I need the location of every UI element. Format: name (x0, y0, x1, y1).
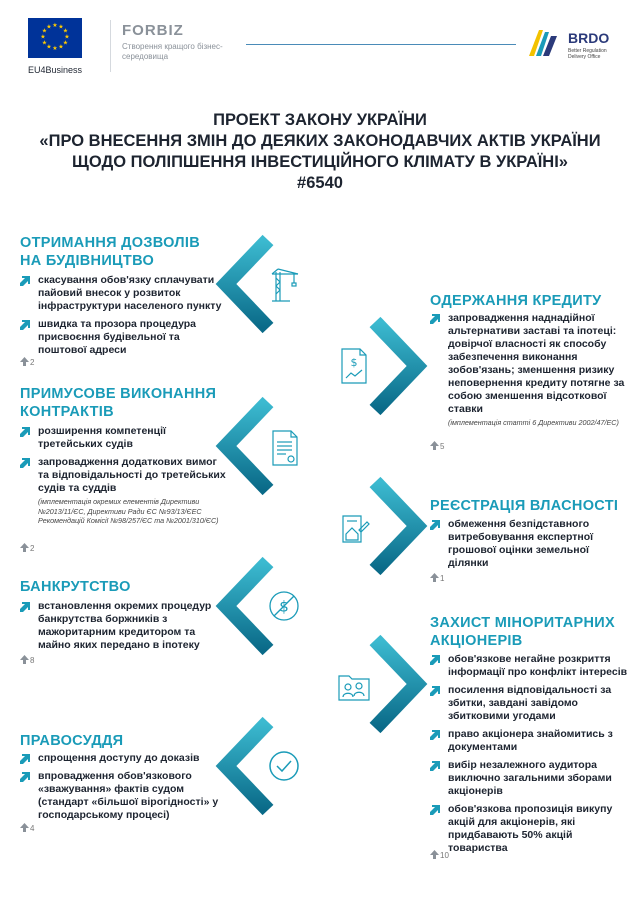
svg-text:★: ★ (40, 33, 46, 41)
svg-text:★: ★ (41, 27, 48, 35)
contracts-count: 2 (20, 543, 34, 553)
arrow-up-right-icon (19, 427, 30, 438)
minority-count: 10 (430, 850, 449, 860)
credit-count: 5 (430, 441, 444, 451)
section-title-contracts: ПРИМУСОВЕ ВИКОНАННЯ КОНТРАКТІВ (20, 386, 217, 420)
forbiz-tagline: Створення кращого бізнес-середовища (122, 42, 223, 61)
count-arrow-icon (20, 543, 29, 552)
checkmark-icon (268, 750, 300, 782)
section-title-permits: ОТРИМАННЯ ДОЗВОЛІВ НА БУДІВНИЦТВО (20, 235, 200, 269)
arrow-up-right-icon (429, 314, 440, 325)
minority-list (428, 653, 628, 860)
svg-text:★: ★ (58, 43, 64, 51)
title-line-2: «ПРО ВНЕСЕННЯ ЗМІН ДО ДЕЯКИХ ЗАКОНОДАВЧИХ АКТІВ УКРАЇНИ (39, 132, 601, 150)
chevron-left-2 (226, 402, 268, 490)
property-count: 1 (430, 573, 444, 583)
arrow-up-right-icon (429, 520, 440, 531)
brdo-tagline: Better Regulation Delivery Office (568, 48, 607, 60)
permits-count: 2 (20, 357, 34, 367)
title-line-3: ЩОДО ПОЛІПШЕННЯ ІНВЕСТИЦІЙНОГО КЛІМАТУ В УКРАЇНІ» (72, 153, 568, 171)
section-title-property: РЕЄСТРАЦІЯ ВЛАСНОСТІ (430, 498, 619, 514)
arrow-up-right-icon (429, 761, 440, 772)
svg-text:★: ★ (62, 39, 69, 47)
svg-text:$: $ (279, 597, 289, 616)
arrow-up-right-icon (19, 276, 30, 287)
arrow-up-right-icon (19, 458, 30, 469)
list-item: посилення відповідальності за збитки, завдані завідомо збитковими угодами (428, 684, 628, 723)
svg-text:★: ★ (52, 45, 58, 52)
arrow-up-right-icon (19, 320, 30, 331)
arrow-up-right-icon (429, 805, 440, 816)
svg-text:★: ★ (41, 39, 48, 47)
section-title-credit: ОДЕРЖАННЯ КРЕДИТУ (430, 293, 602, 309)
chevron-left-3 (226, 562, 268, 650)
count-arrow-icon (430, 573, 439, 582)
property-list (428, 518, 628, 575)
svg-text:★: ★ (64, 33, 70, 41)
chevron-left-1 (226, 240, 268, 328)
count-arrow-icon (430, 441, 439, 450)
title-line-1: ПРОЕКТ ЗАКОНУ УКРАЇНИ (213, 111, 427, 129)
section-title-bankruptcy: БАНКРУТСТВО (20, 579, 131, 595)
count-arrow-icon (430, 850, 439, 859)
list-item: запровадження додаткових вимог та відповідальності до третейських судів та суддів (18, 456, 228, 495)
section-title-justice: ПРАВОСУДДЯ (20, 733, 124, 749)
count-arrow-icon (20, 655, 29, 664)
count-arrow-icon (20, 357, 29, 366)
no-dollar-icon (268, 590, 300, 622)
chevron-right-2 (375, 482, 417, 570)
contract-icon (270, 430, 300, 466)
list-item: впровадження обов'язкового «зважування» фактів судом (стандарт «більшої вірогідності» у господарському процесі) (18, 770, 228, 822)
property-icon (337, 510, 371, 544)
arrow-up-right-icon (429, 686, 440, 697)
chevron-right-1 (375, 322, 417, 410)
list-item: запровадження наднадійної альтернативи заставі та іпотеці: довірчої власності як способу забезпечення виконання зобов'язань; зменшення ризику неповернення кредиту потягне за собою зменшення відсоткової ставки (428, 312, 628, 416)
svg-text:★: ★ (58, 23, 64, 31)
chevron-right-3 (375, 640, 417, 728)
money-document-icon (339, 348, 369, 384)
chevron-left-4 (226, 722, 268, 810)
contracts-list (18, 425, 228, 500)
credit-note: (імплементація статті 6 Директиви 2002/47/ЕС) (448, 418, 619, 427)
list-item: спрощення доступу до доказів (18, 752, 228, 765)
svg-text:$: $ (350, 356, 358, 369)
svg-text:★: ★ (46, 23, 52, 31)
crane-icon (270, 268, 300, 302)
list-item: обов'язкова пропозиція викупу акцій для акціонерів, які придбавають 50% акцій товариства (428, 803, 628, 855)
contracts-note: (імплементація окремих елементів Директиви №2013/11/ЄС, Директиви Ради ЄС №93/13/ЄЕС Рекомендацій Комісії №98/257/ЄС та №2001/310/ЄС) (38, 497, 219, 525)
justice-count: 4 (20, 823, 34, 833)
arrow-up-right-icon (19, 772, 30, 783)
arrow-up-right-icon (429, 730, 440, 741)
forbiz-logo-text: FORBIZ (122, 22, 184, 39)
section-title-minority: ЗАХИСТ МІНОРИТАРНИХ АКЦІОНЕРІВ (430, 615, 615, 649)
list-item: розширення компетенції третейських судів (18, 425, 228, 451)
brdo-logo-text: BRDO (568, 30, 610, 46)
eu4business-caption: EU4Business (27, 65, 83, 75)
bankruptcy-count: 8 (20, 655, 34, 665)
justice-list (18, 752, 228, 827)
title-line-4: #6540 (297, 174, 343, 192)
list-item: скасування обов'язку сплачувати пайовий внесок у розвиток інфраструктури населеного пункту (18, 274, 228, 313)
svg-text:★: ★ (52, 22, 58, 29)
svg-text:★: ★ (62, 27, 69, 35)
arrow-up-right-icon (19, 754, 30, 765)
credit-list (428, 312, 628, 421)
count-arrow-icon (20, 823, 29, 832)
bankruptcy-list (18, 600, 228, 657)
shareholders-icon (337, 670, 371, 702)
permits-list (18, 274, 228, 362)
list-item: право акціонера знайомитись з документами (428, 728, 628, 754)
list-item: вибір незалежного аудитора виключно загальними зборами акціонерів (428, 759, 628, 798)
arrow-up-right-icon (429, 655, 440, 666)
svg-text:★: ★ (46, 43, 52, 51)
arrow-up-right-icon (19, 602, 30, 613)
list-item: обмеження безпідставного витребовування експертної грошової оцінки земельної ділянки (428, 518, 628, 570)
list-item: встановлення окремих процедур банкрутства боржників з мажоритарним кредитором та майно яких передано в іпотеку (18, 600, 228, 652)
list-item: швидка та прозора процедура присвоєння будівельної та поштової адреси (18, 318, 228, 357)
list-item: обов'язкове негайне розкриття інформації про конфлікт інтересів (428, 653, 628, 679)
